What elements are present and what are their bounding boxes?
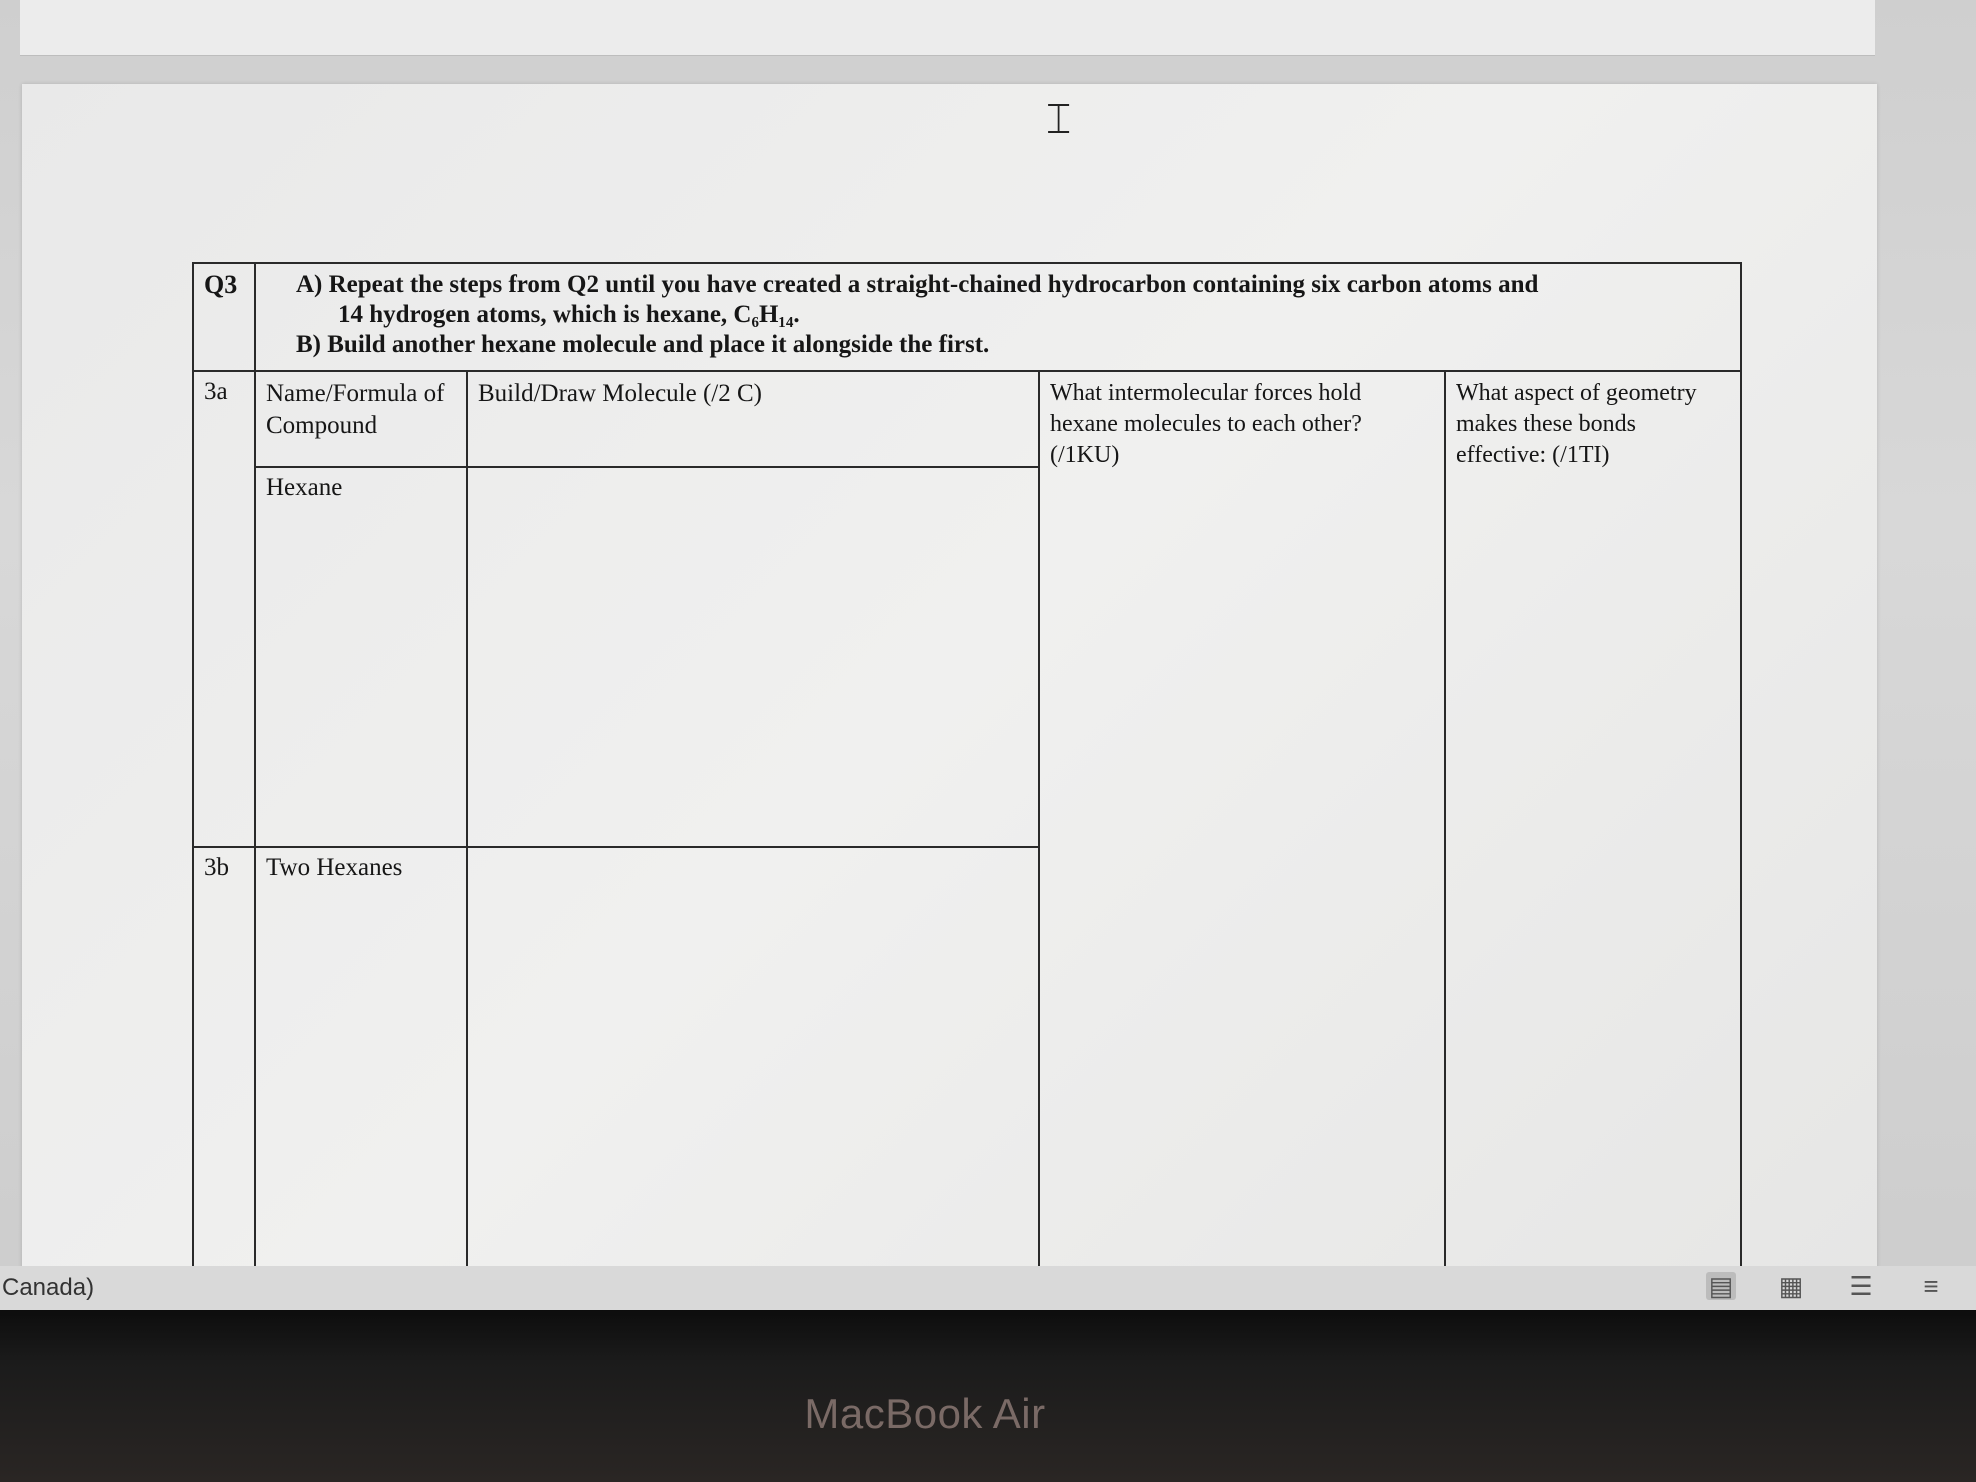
status-bar [0, 1266, 1976, 1310]
text-cursor-icon: ⌶ [1046, 94, 1072, 143]
build-draw-header[interactable]: Build/Draw Molecule (/2 C) [467, 371, 1039, 467]
view-buttons [1706, 1272, 1946, 1300]
laptop-bezel [0, 1310, 1976, 1482]
instruction-a: A) Repeat the steps from Q2 until you have created a straight-chained hydrocarbon containing six carbon atoms and [296, 271, 1539, 298]
two-hexanes-name-cell[interactable]: Two Hexanes [255, 847, 467, 1273]
hexane-name-cell[interactable]: Hexane [255, 467, 467, 847]
geometry-cell[interactable] [1445, 371, 1741, 1273]
instruction-b: B) Build another hexane molecule and place it alongside the first. [296, 331, 990, 358]
row-3a-label: 3a [193, 371, 255, 847]
macbook-air-label: MacBook Air [804, 1390, 1046, 1437]
row-3b-label: 3b [193, 847, 255, 1273]
instruction-a-continued: 14 hydrogen atoms, which is hexane, C₆H₁₄. [338, 301, 800, 328]
previous-page [20, 0, 1875, 56]
hexane-drawing-cell[interactable] [467, 467, 1039, 847]
focus-icon[interactable]: ▦ [1778, 1271, 1804, 1301]
outline-icon[interactable]: ☰ [1849, 1271, 1873, 1301]
two-hexanes-drawing-cell[interactable] [467, 847, 1039, 1273]
language-indicator[interactable]: Canada) [2, 1274, 95, 1301]
name-formula-header[interactable]: Name/Formula of Compound [255, 371, 467, 467]
print-layout-icon[interactable]: ▤ [1706, 1272, 1736, 1300]
intermolecular-forces-question: What intermolecular forces hold hexane molecules to each other? (/1KU) [1050, 380, 1362, 468]
draft-icon[interactable]: ≡ [1923, 1271, 1939, 1301]
intermolecular-forces-cell[interactable] [1039, 371, 1445, 1273]
question-label: Q3 [193, 263, 255, 371]
question-instructions[interactable] [255, 263, 1741, 371]
worksheet-table [192, 262, 1742, 1274]
geometry-question: What aspect of geometry makes these bonds effective: (/1TI) [1456, 380, 1697, 468]
